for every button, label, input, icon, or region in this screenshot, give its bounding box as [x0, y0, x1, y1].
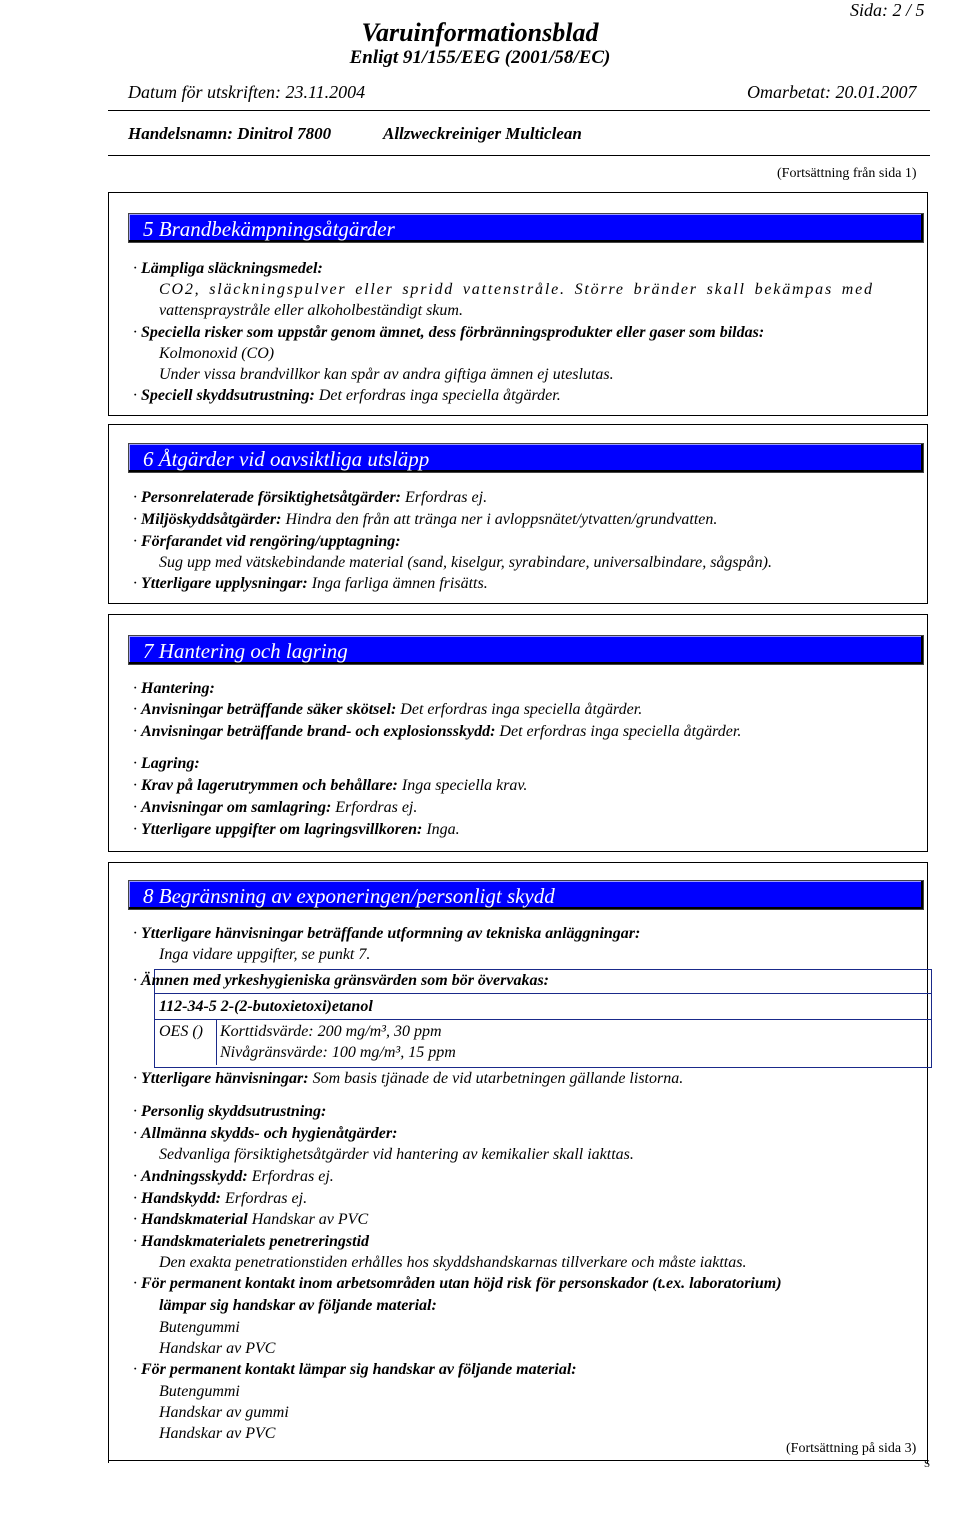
s6-row-1: · Personrelaterade försiktighetsåtgärder: Erfordras ej. — [133, 489, 488, 506]
s8-row-5: · Personlig skyddsutrustning: — [133, 1103, 327, 1120]
revision-date: Omarbetat: 20.01.2007 — [747, 82, 917, 102]
oes-divider — [155, 993, 931, 994]
oes-short-term: Korttidsvärde: 200 mg/m³, 30 ppm — [220, 1023, 442, 1040]
s6-row-5: · Ytterligare upplysningar: Inga farliga ämnen frisätts. — [133, 575, 488, 592]
s5-row-3: vattenspraystråle eller alkoholbeständigt skum. — [159, 302, 463, 319]
s8-row-20: Handskar av PVC — [159, 1425, 276, 1442]
s5-row-6: Under vissa brandvillkor kan spår av andra giftiga ämnen ej uteslutas. — [159, 366, 614, 383]
s7-row-1: · Hantering: — [133, 680, 215, 697]
header-divider-2 — [108, 155, 930, 156]
oes-label: OES () — [159, 1023, 203, 1040]
s7-row-4: · Lagring: — [133, 755, 200, 772]
product-name: Allzweckreiniger Multiclean — [383, 124, 582, 143]
trade-name: Handelsnamn: Dinitrol 7800 — [128, 124, 332, 143]
s8-row-17: · För permanent kontakt lämpar sig handskar av följande material: — [133, 1361, 577, 1378]
footer-mark: S — [924, 1458, 931, 1470]
s8-row-16: Handskar av PVC — [159, 1340, 276, 1357]
s6-row-4: Sug upp med vätskebindande material (sand, kiselgur, syrabindare, universalbindare, sågspån). — [159, 554, 772, 571]
s5-row-7: · Speciell skyddsutrustning: Det erfordras inga speciella åtgärder. — [133, 387, 561, 404]
s8-row-13: · För permanent kontakt inom arbetsområden utan höjd risk för personskador (t.ex. laboratorium) — [133, 1275, 782, 1292]
continued-to: (Fortsättning på sida 3) — [786, 1441, 917, 1456]
section-5 — [108, 192, 928, 416]
footer-divider — [108, 1460, 928, 1461]
s8-row-14: lämpar sig handskar av följande material: — [159, 1297, 437, 1314]
s6-row-2: · Miljöskyddsåtgärder: Hindra den från att tränga ner i avloppsnätet/ytvatten/grundvatten. — [133, 511, 718, 528]
section-8 — [108, 862, 928, 1463]
document-title: Varuinformationsblad — [361, 18, 599, 47]
continued-from: (Fortsättning från sida 1) — [777, 166, 917, 181]
s8-row-3: · Ämnen med yrkeshygieniska gränsvärden som bör övervakas: — [133, 972, 549, 989]
header-divider — [108, 110, 930, 111]
section-7-title: 7 Hantering och lagring — [128, 635, 924, 665]
s7-row-3: · Anvisningar beträffande brand- och explosionsskydd: Det erfordras inga speciella åtgärder. — [133, 723, 742, 740]
s7-row-2: · Anvisningar beträffande säker skötsel: Det erfordras inga speciella åtgärder. — [133, 701, 643, 718]
s8-row-15: Butengummi — [159, 1319, 240, 1336]
print-date: Datum för utskriften: 23.11.2004 — [128, 82, 366, 102]
s8-row-6: · Allmänna skydds- och hygienåtgärder: — [133, 1125, 398, 1142]
oes-level: Nivågränsvärde: 100 mg/m³, 15 ppm — [220, 1044, 456, 1061]
section-8-title: 8 Begränsning av exponeringen/personligt skydd — [128, 880, 924, 910]
s8-row-18: Butengummi — [159, 1383, 240, 1400]
s5-row-5: Kolmonoxid (CO) — [159, 345, 275, 362]
s8-row-11: · Handskmaterialets penetreringstid — [133, 1233, 370, 1250]
s7-row-5: · Krav på lagerutrymmen och behållare: Inga speciella krav. — [133, 777, 528, 794]
section-5-title: 5 Brandbekämpningsåtgärder — [128, 213, 924, 243]
s8-row-19: Handskar av gummi — [159, 1404, 289, 1421]
s7-row-6: · Anvisningar om samlagring: Erfordras ej. — [133, 799, 418, 816]
section-7 — [108, 614, 928, 852]
s8-row-9: · Handskydd: Erfordras ej. — [133, 1190, 308, 1207]
oes-divider — [155, 1019, 931, 1020]
s8-row-8: · Andningsskydd: Erfordras ej. — [133, 1168, 334, 1185]
s8-row-7: Sedvanliga försiktighetsåtgärder vid hantering av kemikalier skall iakttas. — [159, 1146, 634, 1163]
section-6 — [108, 424, 928, 604]
s8-row-1: · Ytterligare hänvisningar beträffande utformning av tekniska anläggningar: — [133, 925, 641, 942]
s5-row-4: · Speciella risker som uppstår genom ämnet, dess förbränningsprodukter eller gaser som bildas: — [133, 324, 765, 341]
s5-row-2: CO2, släckningspulver eller spridd vattenstråle. Större bränder skall bekämpas med — [159, 281, 874, 298]
s8-row-4: · Ytterligare hänvisningar: Som basis tjänade de vid utarbetningen gällande listorna. — [133, 1070, 684, 1087]
substance-name: 112-34-5 2-(2-butoxietoxi)etanol — [159, 998, 373, 1015]
s8-row-2: Inga vidare uppgifter, se punkt 7. — [159, 946, 371, 963]
page-number: Sida: 2 / 5 — [850, 0, 925, 20]
oes-column-divider — [216, 1020, 217, 1065]
s8-row-12: Den exakta penetrationstiden erhålles hos skyddshandskarnas tillverkare och måste iakttas. — [159, 1254, 747, 1271]
section-6-title: 6 Åtgärder vid oavsiktliga utsläpp — [128, 443, 924, 473]
s5-row-1: · Lämpliga släckningsmedel: — [133, 260, 323, 277]
s6-row-3: · Förfarandet vid rengöring/upptagning: — [133, 533, 401, 550]
document-subtitle: Enligt 91/155/EEG (2001/58/EC) — [349, 47, 611, 68]
s7-row-7: · Ytterligare uppgifter om lagringsvillkoren: Inga. — [133, 821, 460, 838]
s8-row-10: · Handskmaterial Handskar av PVC — [133, 1211, 369, 1228]
